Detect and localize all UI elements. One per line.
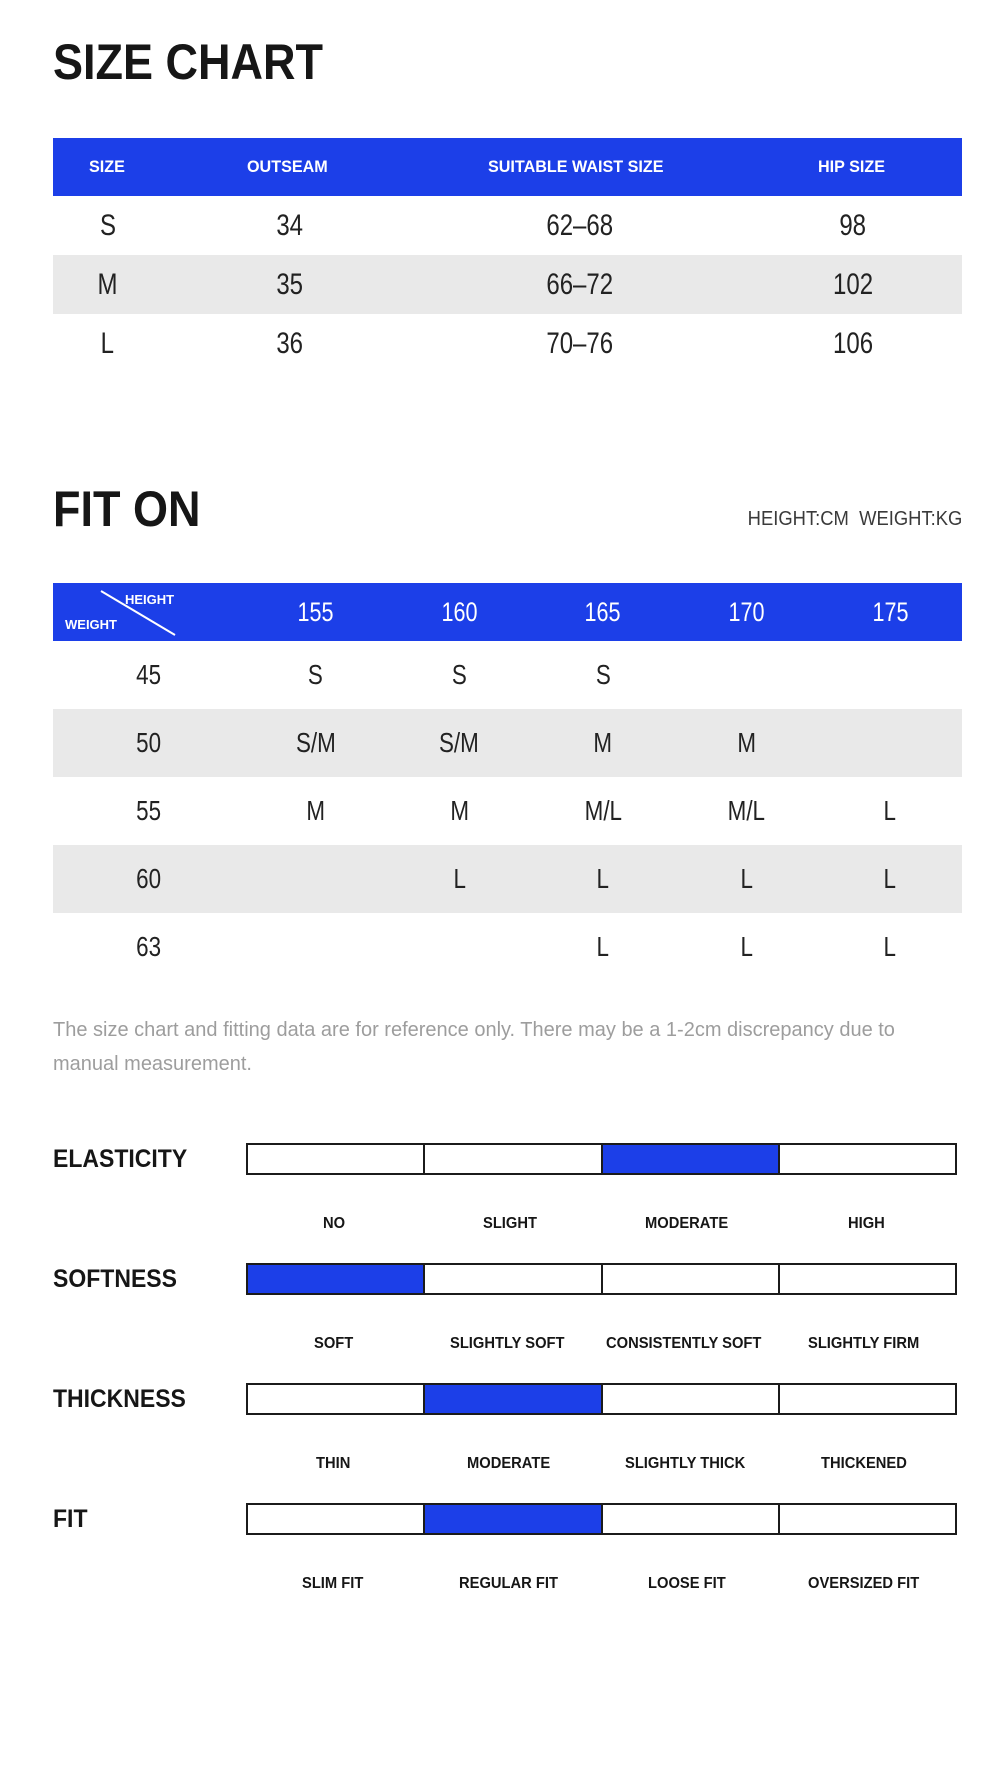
level-label: SLIGHTLY THICK — [625, 1455, 746, 1472]
ratings-section — [53, 1143, 962, 1593]
level-label: OVERSIZED FIT — [807, 1575, 919, 1592]
size-cell: 102 — [832, 267, 873, 301]
rating-bar — [246, 1383, 957, 1415]
rating-segment — [248, 1505, 423, 1533]
fit-size-cell — [244, 931, 388, 963]
fit-size-cell: S/M — [295, 727, 336, 758]
fit-table-body — [53, 641, 962, 981]
level-label: LOOSE FIT — [648, 1575, 726, 1592]
fit-size-cell: L — [883, 863, 897, 894]
rating-bar — [246, 1503, 957, 1535]
rating-segment — [778, 1145, 955, 1173]
rating-segment-filled — [601, 1145, 778, 1173]
thickness-row — [53, 1383, 962, 1415]
fit-table-row — [53, 913, 962, 981]
size-cell: 98 — [839, 208, 867, 242]
fit-size-cell: M — [306, 795, 326, 826]
fit-size-cell: L — [596, 931, 610, 962]
disclaimer-text: The size chart and fitting data are for reference only. There may be a 1-2cm discrepancy due to manual measurement. — [53, 1019, 895, 1075]
attribute-label: THICKNESS — [53, 1384, 186, 1413]
level-label: THICKENED — [821, 1455, 908, 1472]
level-label: NO — [322, 1215, 345, 1232]
level-labels-row — [246, 1455, 957, 1473]
height-column-header: 160 — [441, 596, 478, 627]
fit-size-cell: S — [451, 659, 467, 690]
weight-cell: 45 — [135, 659, 161, 690]
level-label: CONSISTENTLY SOFT — [605, 1335, 762, 1352]
size-cell: 106 — [832, 326, 873, 360]
rating-segment-filled — [423, 1505, 600, 1533]
fit-on-header — [53, 483, 962, 535]
header-cell-outseam: OUTSEAM — [246, 157, 328, 176]
level-labels-row — [246, 1575, 957, 1593]
fit-row — [53, 1503, 962, 1535]
fit-on-title: FIT ON — [53, 481, 201, 537]
size-table-body — [53, 196, 962, 373]
fit-size-cell: L — [596, 863, 610, 894]
rating-bar — [246, 1263, 957, 1295]
rating-segment — [778, 1385, 955, 1413]
size-chart-title: SIZE CHART — [53, 34, 323, 90]
rating-segment — [778, 1265, 955, 1293]
size-cell: 70–76 — [546, 326, 614, 360]
fit-table-header — [53, 583, 962, 641]
size-cell: M — [97, 267, 118, 301]
level-label: MODERATE — [645, 1215, 729, 1232]
page-content — [53, 0, 962, 1593]
fit-size-cell: L — [740, 931, 753, 962]
level-label: HIGH — [848, 1215, 885, 1232]
size-cell: 36 — [275, 326, 303, 360]
fit-size-cell: S/M — [439, 727, 480, 758]
level-label: SLIM FIT — [301, 1575, 363, 1592]
attribute-label: SOFTNESS — [53, 1264, 177, 1293]
height-column-header: 165 — [584, 596, 621, 627]
header-cell-waist: SUITABLE WAIST SIZE — [487, 157, 664, 176]
fit-table-row — [53, 709, 962, 777]
rating-segment — [601, 1505, 778, 1533]
size-cell: 34 — [275, 208, 303, 242]
fit-size-cell: M/L — [584, 795, 622, 826]
fit-table-row — [53, 845, 962, 913]
fit-size-cell: M — [449, 795, 469, 826]
fit-size-cell: S — [595, 659, 611, 690]
level-label: SLIGHT — [483, 1215, 538, 1232]
rating-segment — [778, 1505, 955, 1533]
size-cell: 66–72 — [546, 267, 614, 301]
header-cell-size: SIZE — [88, 157, 125, 176]
size-table-header — [53, 138, 962, 196]
units-note: HEIGHT:CM WEIGHT:KG — [747, 508, 962, 530]
level-label: THIN — [316, 1455, 351, 1472]
fit-table — [53, 583, 962, 981]
rating-segment-filled — [423, 1385, 600, 1413]
size-cell: L — [100, 326, 115, 360]
rating-segment-filled — [248, 1265, 423, 1293]
fit-size-cell — [818, 659, 962, 691]
weight-corner-label: WEIGHT — [65, 617, 117, 632]
level-labels-row — [246, 1335, 957, 1353]
size-cell: 35 — [275, 267, 303, 301]
fit-size-cell: L — [740, 863, 753, 894]
rating-segment — [248, 1145, 423, 1173]
size-table-row — [53, 314, 962, 373]
level-label: REGULAR FIT — [458, 1575, 558, 1592]
fit-size-cell: M/L — [727, 795, 766, 826]
level-label: SLIGHTLY FIRM — [807, 1335, 919, 1352]
level-label: MODERATE — [467, 1455, 551, 1472]
rating-segment — [601, 1385, 778, 1413]
fit-table-row — [53, 777, 962, 845]
size-table — [53, 138, 962, 373]
elasticity-row — [53, 1143, 962, 1175]
fit-size-cell: L — [453, 863, 466, 894]
height-column-header: 175 — [872, 596, 909, 627]
level-label: SOFT — [313, 1335, 353, 1352]
fit-size-cell: L — [883, 795, 897, 826]
height-corner-label: HEIGHT — [125, 592, 175, 607]
rating-segment — [423, 1145, 600, 1173]
rating-segment — [601, 1265, 778, 1293]
fit-table-row — [53, 641, 962, 709]
fit-size-cell — [818, 727, 962, 759]
fit-size-cell — [244, 863, 388, 895]
fit-size-cell: L — [883, 931, 897, 962]
fit-size-cell — [675, 659, 819, 691]
rating-segment — [248, 1385, 423, 1413]
level-labels-row — [246, 1215, 957, 1233]
softness-row — [53, 1263, 962, 1295]
header-cell-hip: HIP SIZE — [817, 157, 885, 176]
rating-bar — [246, 1143, 957, 1175]
height-column-header: 155 — [297, 596, 334, 627]
size-cell: S — [99, 208, 116, 242]
weight-cell: 60 — [135, 863, 161, 894]
attribute-label: FIT — [53, 1504, 88, 1533]
weight-cell: 50 — [135, 727, 161, 758]
fit-size-cell: M — [737, 727, 756, 758]
weight-cell: 63 — [135, 931, 161, 962]
size-table-row — [53, 255, 962, 314]
rating-segment — [423, 1265, 600, 1293]
fit-size-cell: M — [593, 727, 613, 758]
corner-cell — [53, 583, 244, 641]
size-table-row — [53, 196, 962, 255]
size-cell: 62–68 — [546, 208, 614, 242]
height-column-header: 170 — [728, 596, 765, 627]
attribute-label: ELASTICITY — [53, 1144, 188, 1173]
fit-size-cell — [387, 931, 531, 963]
weight-cell: 55 — [135, 795, 161, 826]
fit-size-cell: S — [308, 659, 324, 690]
level-label: SLIGHTLY SOFT — [450, 1335, 565, 1352]
